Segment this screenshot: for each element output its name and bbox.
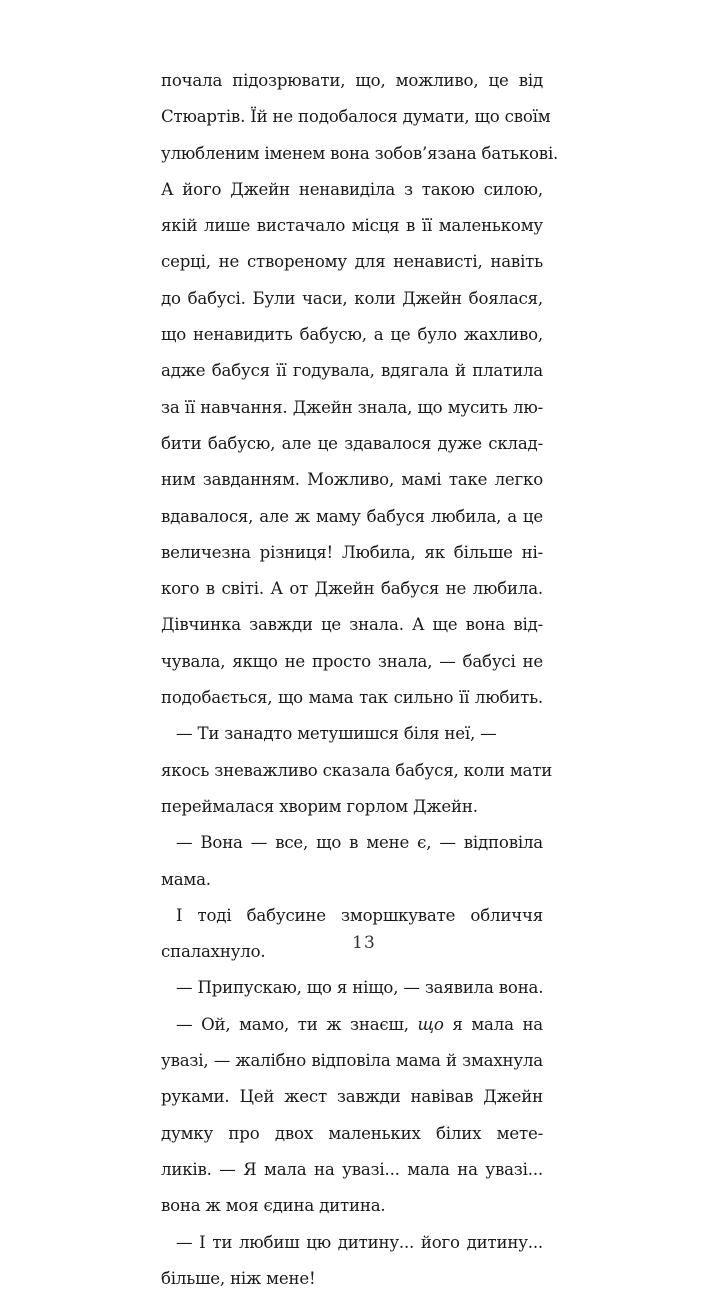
text-line: подобається, що мама так сильно її любить. <box>161 688 543 708</box>
text-line: переймалася хворим горлом Джейн. <box>161 796 478 816</box>
text-line: — Припускаю, що я ніщо, — заявила вона. <box>176 978 544 998</box>
text-line: ликів. — Я мала на увазі... мала на увазі... <box>161 1159 543 1179</box>
text-line: — Вона — все, що в мене є, — відповіла <box>176 833 543 853</box>
text-line: кого в світі. А от Джейн бабуся не любила. <box>161 579 543 599</box>
text-line: за її навчання. Джейн знала, що мусить лю- <box>161 397 543 417</box>
text-line: — І ти любиш цю дитину... його дитину... <box>176 1232 543 1252</box>
text-line: більше, ніж мене! <box>161 1268 316 1288</box>
text-line: — Ой, мамо, ти ж знаєш, що я мала на <box>176 1014 544 1034</box>
text-line: А його Джейн ненавиділа з такою силою, <box>161 179 543 199</box>
text-line: мама. <box>161 869 211 889</box>
text-line: — Ти занадто метушишся біля неї, — <box>176 724 497 744</box>
text-line: якось зневажливо сказала бабуся, коли мати <box>161 760 553 780</box>
text-line: почала підозрювати, що, можливо, це від <box>161 71 543 90</box>
text-line: чувала, якщо не просто знала, — бабусі не <box>161 651 543 671</box>
text-line: величезна різниця! Любила, як більше ні- <box>161 542 543 562</box>
text-line: спалахнуло. <box>161 942 266 962</box>
text-line: серці, не створеному для ненависті, навіть <box>161 252 543 272</box>
text-line: руками. Цей жест завжди навівав Джейн <box>161 1087 543 1107</box>
text-line: що ненавидить бабусю, а це було жахливо, <box>161 325 543 345</box>
text-line: бити бабусю, але це здавалося дуже склад- <box>161 433 543 453</box>
text-line: Стюартів. Їй не подобалося думати, що своїм <box>161 107 551 127</box>
text-line: адже бабуся її годувала, вдягала й платила <box>161 361 543 381</box>
text-line: улюбленим іменем вона зобов’язана батькові. <box>161 143 559 163</box>
text-line: до бабусі. Були часи, коли Джейн боялася, <box>161 288 543 308</box>
book-page-text <box>161 63 559 1297</box>
emphasis-word: що <box>417 1014 444 1034</box>
text-line: увазі, — жалібно відповіла мама й змахнула <box>161 1051 543 1071</box>
text-line: ним завданням. Можливо, мамі таке легко <box>161 470 543 490</box>
text-line: вдавалося, але ж маму бабуся любила, а це <box>161 506 543 526</box>
text-line: І тоді бабусине зморшкувате обличчя <box>176 905 543 925</box>
text-line: вона ж моя єдина дитина. <box>161 1196 386 1216</box>
text-line: Дівчинка завжди це знала. А ще вона від- <box>161 615 543 635</box>
text-line: думку про двох маленьких білих мете- <box>161 1123 543 1143</box>
page-number: 13 <box>352 933 376 953</box>
text-line: якій лише вистачало місця в її маленькому <box>161 216 543 236</box>
